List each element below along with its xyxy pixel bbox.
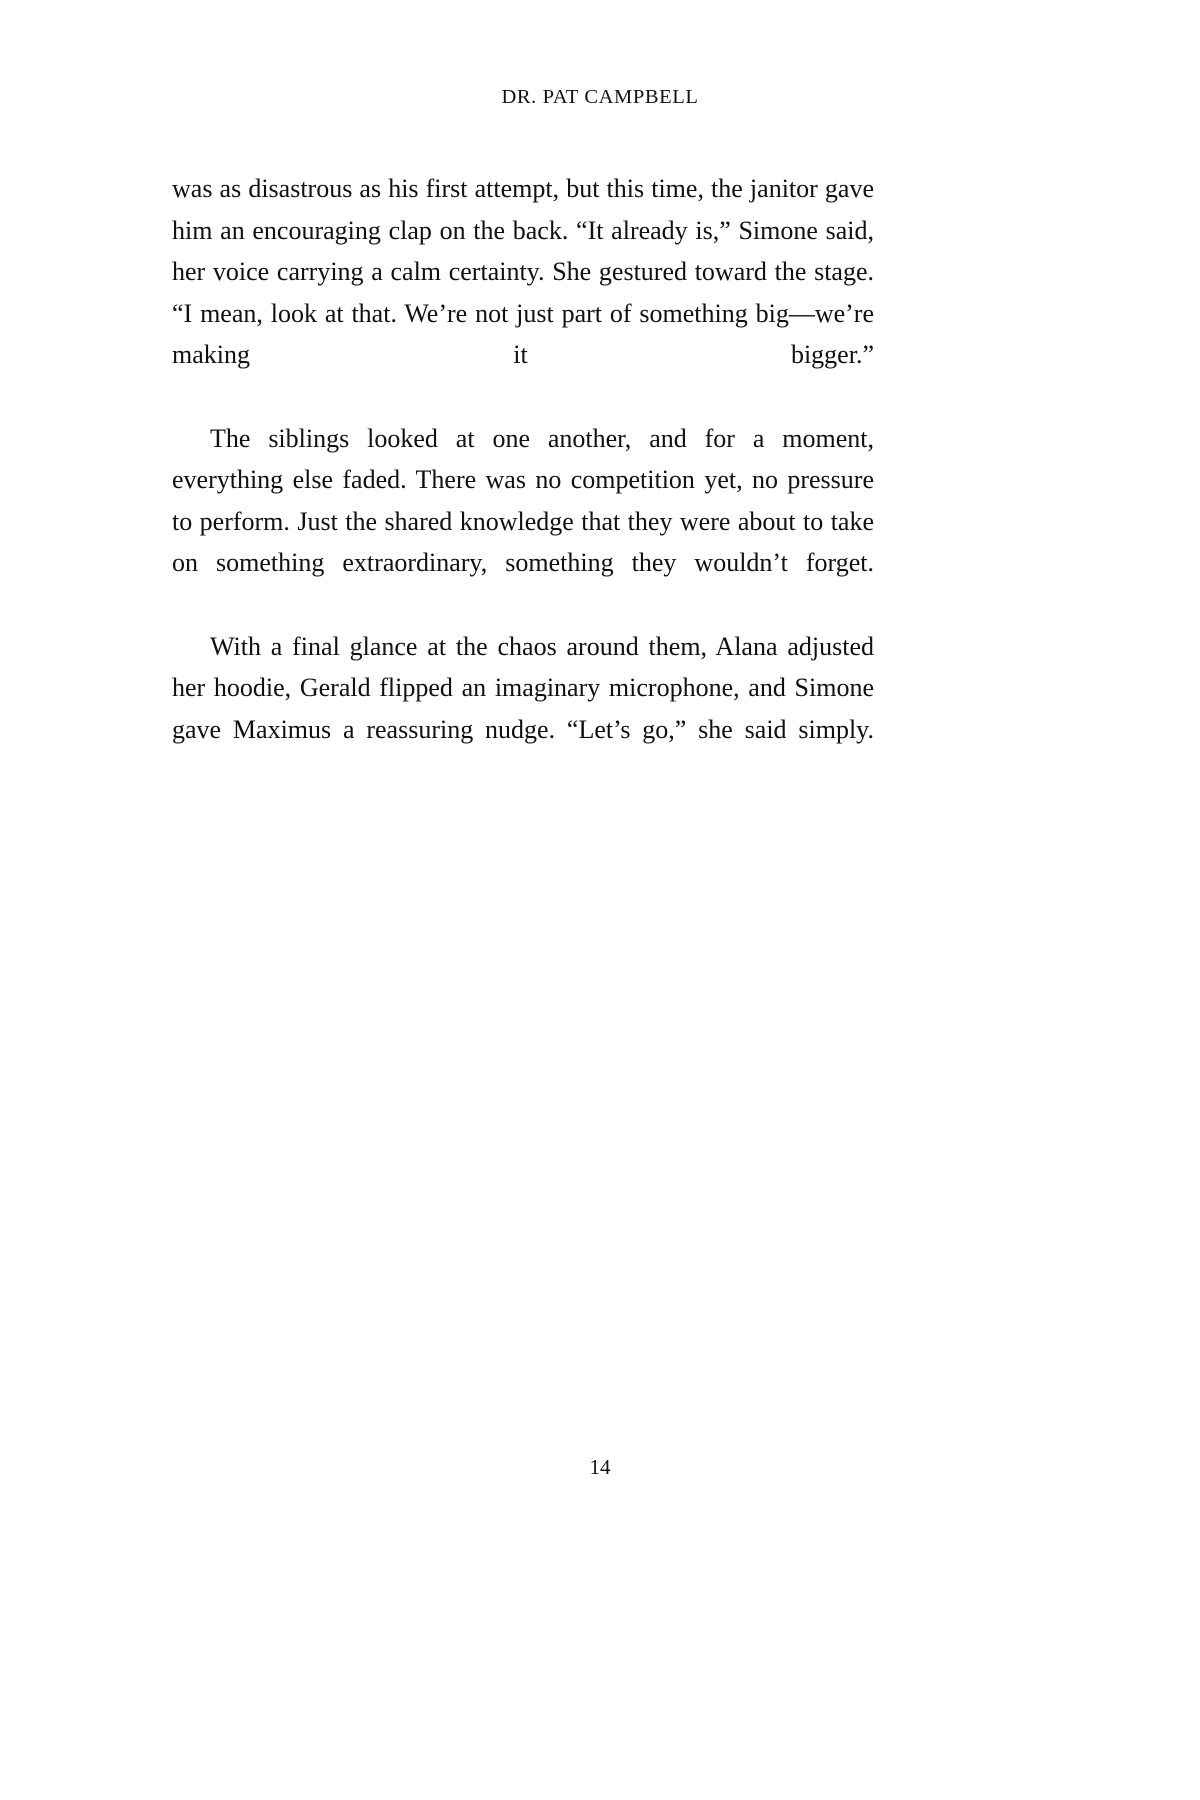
page-number: 14 bbox=[589, 1455, 611, 1479]
body-text-block bbox=[172, 168, 874, 792]
paragraph-3: With a final glance at the chaos around them, Alana adjusted her hoodie, Gerald flipped an imaginary microphone, and Simone gave Maximus a reassuring nudge. “Let’s go,” she said simply. bbox=[172, 631, 874, 744]
running-head: DR. PAT CAMPBELL bbox=[501, 86, 699, 108]
paragraph-1: was as disastrous as his first attempt, but this time, the janitor gave him an encouraging clap on the back. “It already is,” Simone said, her voice carrying a calm certainty. She gestured toward the stage. “I mean, look at that. We’re not just part of something big—we’re making it bigger.” bbox=[172, 174, 874, 370]
paragraph-2: The siblings looked at one another, and for a moment, everything else faded. There was no competition yet, no pressure to perform. Just the shared knowledge that they were about to take on something extraordinary, something they wouldn’t forget. bbox=[172, 423, 874, 578]
